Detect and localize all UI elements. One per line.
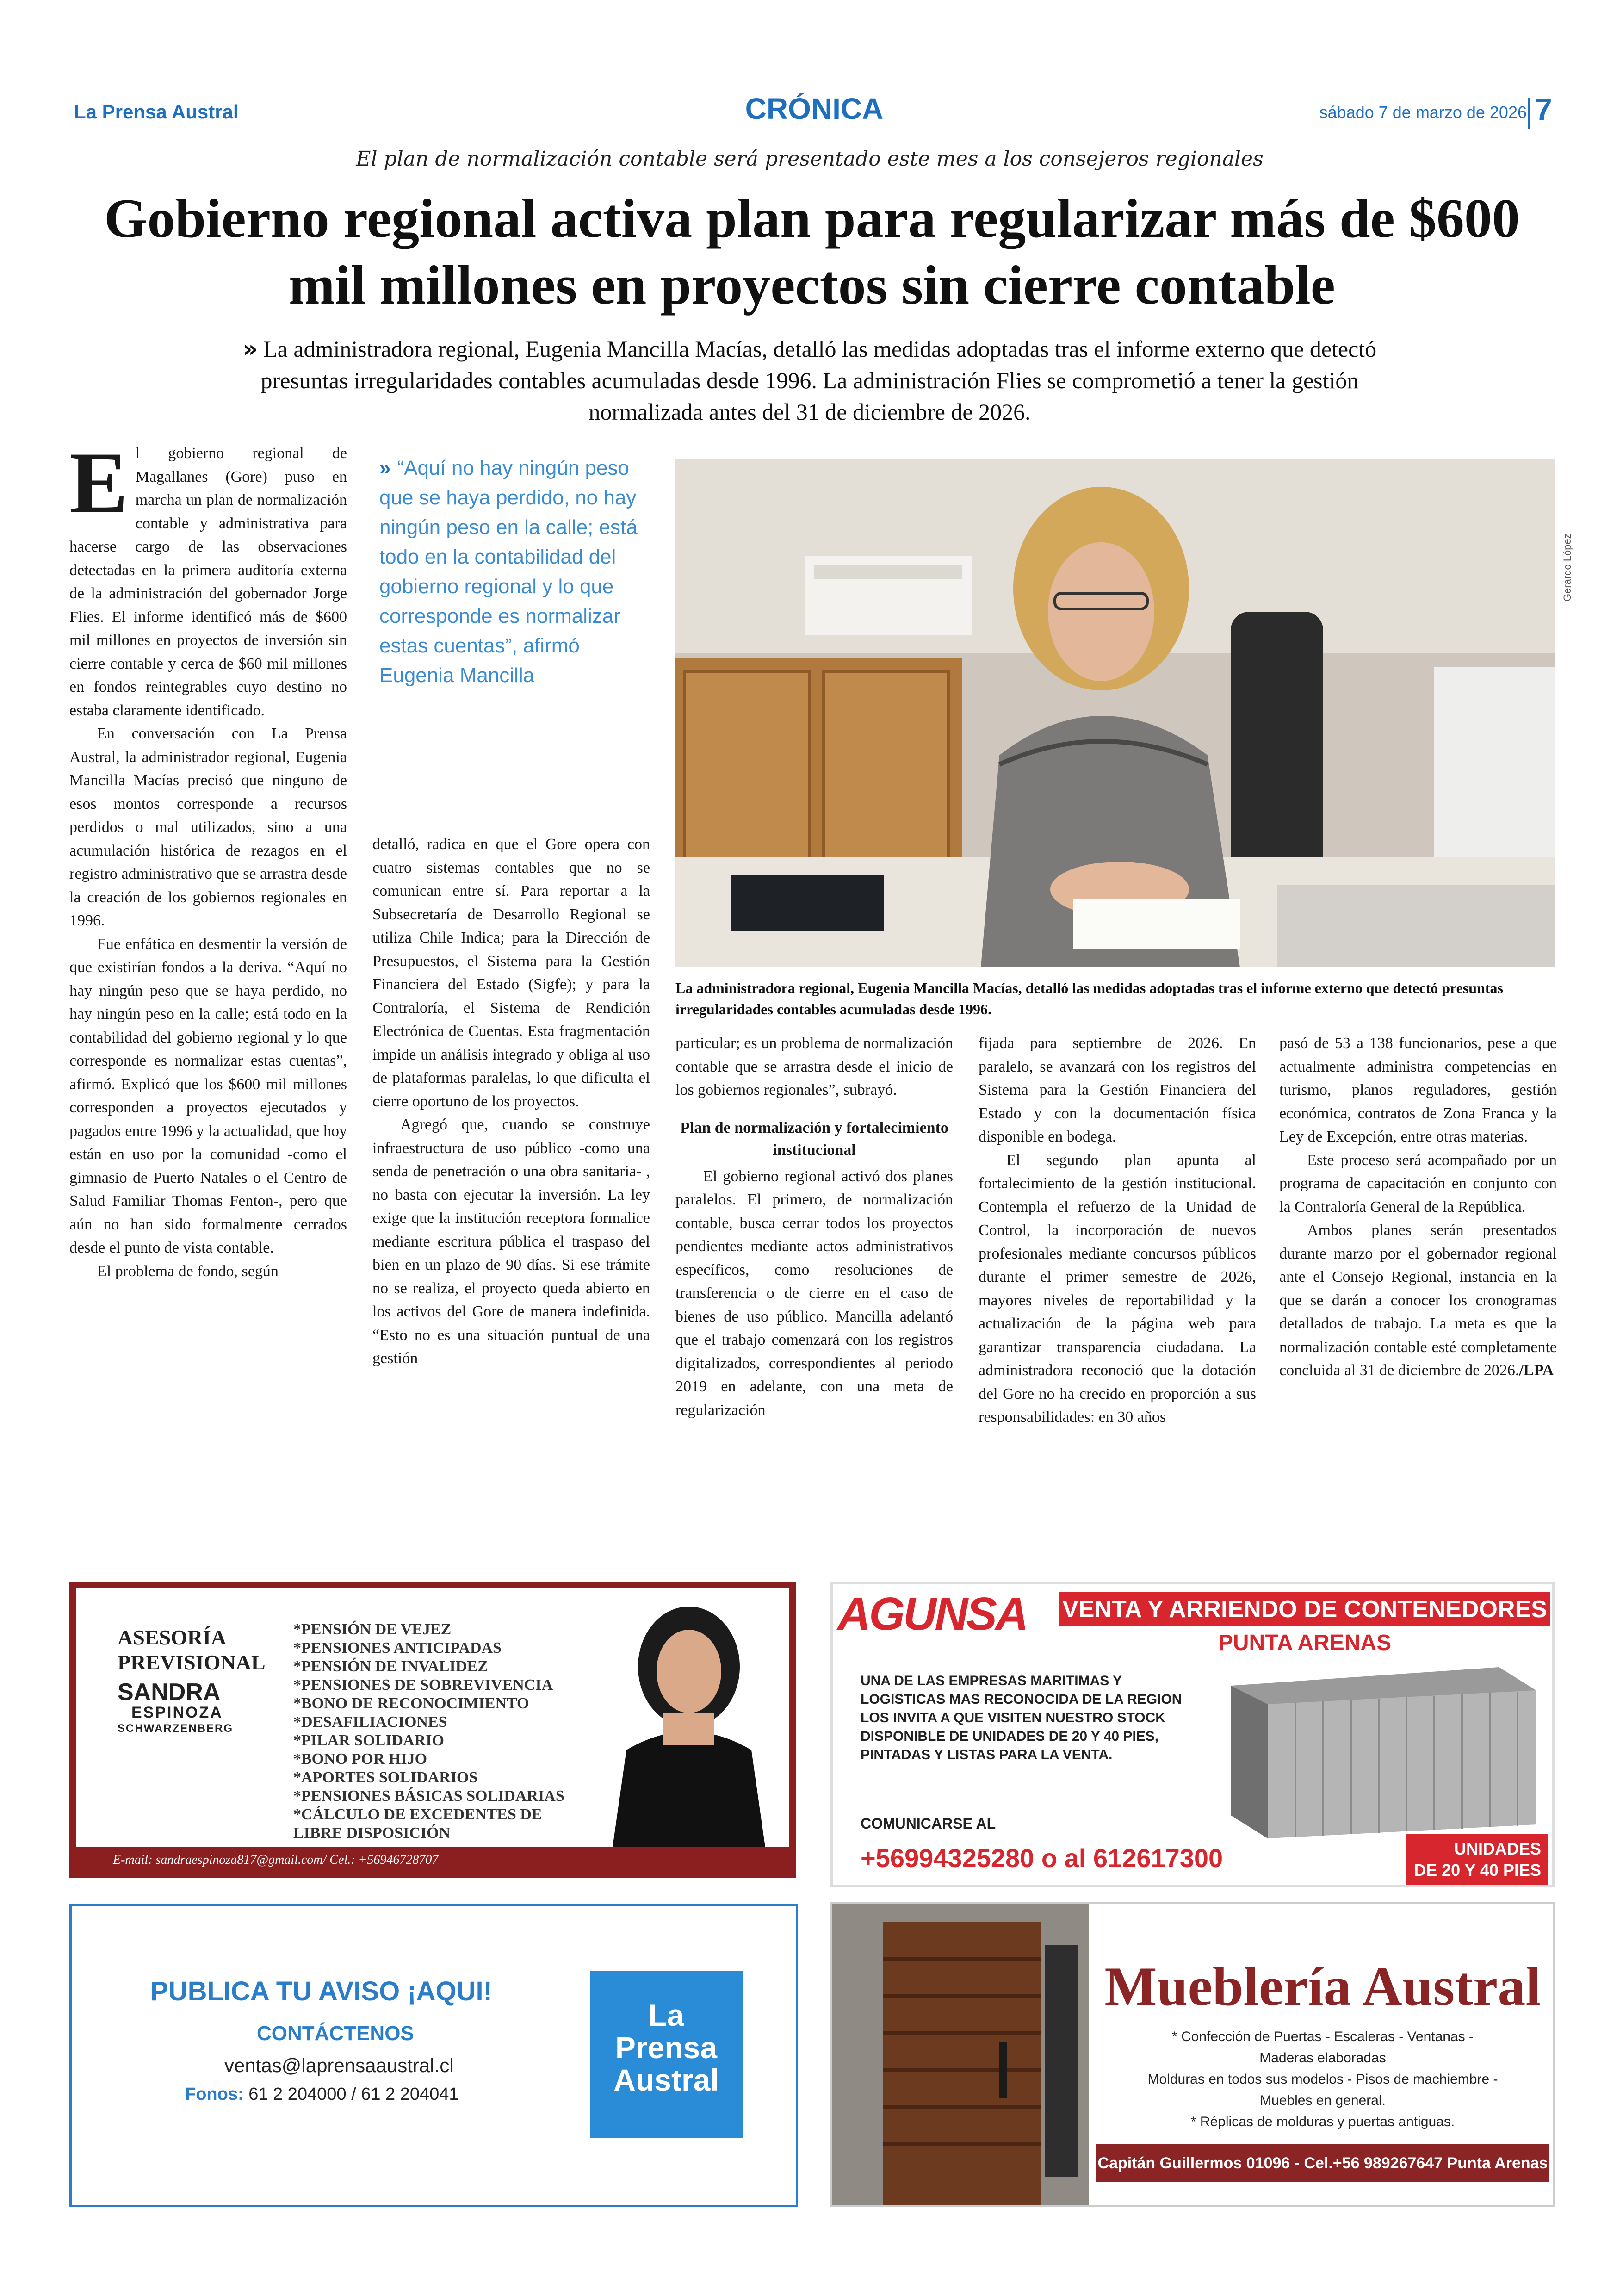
paragraph: El gobierno regional activó dos planes paralelos. El primero, de normalización contable, busca cerrar todos los proyectos pendientes mediante actos administrativos específicos, como resoluciones de transferencia o de cierre en el caso de bienes de uso público. Mancilla adelantó que el trabajo comenzará con los registros digitalizados, correspondientes al periodo 2019 en adelante, con una meta de regularización	[675, 1167, 953, 1419]
photo-caption: La administradora regional, Eugenia Mancilla Macías, detalló las medidas adoptadas tras el informe externo que detectó presuntas irregularidades contables acumuladas desde 1996.	[675, 980, 1503, 1018]
section-title: CRÓNICA	[745, 92, 884, 125]
service-item: *PENSIÓN DE INVALIDEZ	[293, 1658, 488, 1675]
agunsa-phones[interactable]: +56994325280 o al 612617300	[861, 1843, 1223, 1873]
article-column-3	[675, 1032, 953, 1422]
service-item: *BONO POR HIJO	[293, 1750, 427, 1768]
lead-paragraph: El gobierno regional de Magallanes (Gore) puso en marcha un plan de normalización contable y administrativa para hacerse cargo de las observaciones detectadas en la primera auditoría externa de la administración del gobernador Jorge Flies. El informe identificó más de $600 mil millones en proyectos de inversión sin cierre contable y cerca de $60 mil millones en fondos reintegrables cuyo destino no estaba claramente identificado.	[69, 434, 347, 719]
article-column-5	[1279, 1032, 1557, 1383]
deck-arrow-icon: »	[242, 335, 258, 362]
paragraph: El segundo plan apunta al fortalecimiento de la gestión institucional. Contempla el refuerzo de la Unidad de Control, la incorporación de nuevos profesionales mediante concursos públicos durante el primer semestre de 2026, mayores niveles de reportabilidad y la actualización de la página web para garantizar transparencia ciudadana. La administradora reconoció que la dotación del Gore no ha crecido en proporción a sus responsabilidades: en 30 años	[979, 1151, 1256, 1426]
drop-cap: E	[69, 434, 128, 532]
service-item: *PILAR SOLIDARIO	[293, 1732, 444, 1749]
service-item: *PENSIONES ANTICIPADAS	[293, 1639, 502, 1657]
article-column-2	[372, 833, 650, 1371]
ad-asesoria-title: ASESORÍA PREVISIONAL	[118, 1626, 266, 1674]
paragraph: pasó de 53 a 138 funcionarios, pese a que actualmente administra competencias en turismo, planos reguladores, gestión económica, contratos de Zona Franca y la Ley de Excepción, entre otras materias.	[1279, 1035, 1557, 1145]
publica-headline: PUBLICA TU AVISO ¡AQUI!	[150, 1976, 492, 2006]
service-item: *PENSIONES DE SOBREVIVENCIA	[293, 1676, 553, 1694]
header-divider	[1528, 98, 1530, 129]
ad-publica-tu-aviso[interactable]	[69, 1904, 798, 2207]
subheading: Plan de normalización y fortalecimiento institucional	[680, 1119, 948, 1159]
photo-credit: Gerardo López	[1561, 534, 1573, 602]
paragraph: En conversación con La Prensa Austral, la administrador regional, Eugenia Mancilla Macías precisó que ninguno de esos montos corresponde a recursos perdidos o mal utilizados, sino a una acumulación histórica de rezagos en el registro administrativo que se arrastra desde la creación de los gobiernos regionales en 1996.	[69, 725, 347, 929]
service-item: *BONO DE RECONOCIMIENTO	[293, 1695, 529, 1712]
paragraph: fijada para septiembre de 2026. En paralelo, se avanzará con los registros del Sistema para la Gestión Financiera del Estado y con la documentación física disponible en bodega.	[979, 1035, 1256, 1145]
la-prensa-austral-logo: La Prensa Austral	[590, 1971, 743, 2138]
paragraph: Ambos planes serán presentados durante marzo por el gobernador regional ante el Consejo Regional, instancia en la que se darán a conocer los cronogramas detallados de trabajo. La meta es que la normalización contable esté completamente concluida al 31 de diciembre de 2026./LPA	[1279, 1222, 1557, 1379]
service-item: *APORTES SOLIDARIOS	[293, 1769, 478, 1786]
issue-date: sábado 7 de marzo de 2026	[1319, 103, 1527, 122]
photo-illustration	[675, 459, 1555, 967]
muebleria-address: Capitán Guillermos 01096 - Cel.+56 989267647 Punta Arenas	[1096, 2144, 1549, 2182]
article-headline: Gobierno regional activa plan para regularizar más de $600 mil millones en proyectos sin cierre contable	[104, 187, 1520, 316]
article-photo	[675, 459, 1555, 967]
advisor-portrait	[594, 1597, 784, 1847]
muebleria-services: * Confección de Puertas - Escaleras - Ventanas - Maderas elaboradas Molduras en todos sus modelos - Pisos de machiembre - Muebles en general. * Réplicas de molduras y puertas antiguas.	[1147, 2029, 1498, 2129]
brand-name: La Prensa Austral	[74, 101, 239, 123]
page-number: 7	[1535, 92, 1552, 126]
ad-asesoria-previsional[interactable]	[69, 1582, 796, 1878]
ad-asesoria-surname-2: SCHWARZENBERG	[118, 1722, 234, 1735]
paragraph: particular; es un problema de normalización contable que se arrastra desde el inicio de los gobiernos regionales”, subrayó.	[675, 1035, 953, 1098]
publica-email[interactable]: ventas@laprensaaustral.cl	[224, 2054, 454, 2076]
agunsa-contact-label: COMUNICARSE AL	[861, 1815, 996, 1832]
quote-arrow-icon: »	[379, 457, 391, 479]
ad-asesoria-name: SANDRA	[118, 1679, 221, 1706]
agunsa-units-badge: UNIDADES DE 20 Y 40 PIES	[1406, 1834, 1548, 1885]
publica-phones: Fonos: 61 2 204000 / 61 2 204041	[185, 2085, 459, 2104]
service-item: *PENSIÓN DE VEJEZ	[293, 1621, 452, 1638]
service-item: *DESAFILIACIONES	[293, 1713, 447, 1731]
paragraph: Agregó que, cuando se construye infraestructura de uso público -como una senda de penetración o una obra sanitaria- , no basta con ejecutar la inversión. La ley exige que la institución receptora formalice mediante escritura pública el traspaso del bien en un plazo de 90 días. Si ese trámite no se realiza, el proyecto queda abierto en los activos del Gore de manera indefinida. “Esto no es una situación puntual de una gestión	[372, 1116, 650, 1367]
agunsa-city: PUNTA ARENAS	[1218, 1631, 1392, 1655]
article-column-1	[69, 434, 347, 1283]
ad-asesoria-services	[293, 1620, 589, 1843]
publica-contact-label: CONTÁCTENOS	[257, 2022, 414, 2045]
agunsa-description: UNA DE LAS EMPRESAS MARITIMAS Y LOGISTICAS MAS RECONOCIDA DE LA REGION LOS INVITA A QUE VISITEN NUESTRO STOCK DISPONIBLE DE UNIDADES DE 20 Y 40 PIES, PINTADAS Y LISTAS PARA LA VENTA.	[861, 1673, 1182, 1762]
container-icon	[1203, 1658, 1545, 1843]
paragraph: detalló, radica en que el Gore opera con cuatro sistemas contables que no se comunican entre sí. Para reportar a la Subsecretaría de Desarrollo Regional se utiliza Chile Indica; para la Dirección de Presupuestos, el Sistema para la Gestión Financiera del Estado (Sigfe); y para la Contraloría, el Sistema de Rendición Electrónica de Cuentas. Esta fragmentación impide un análisis integrado y obliga al uso de plataformas paralelas, lo que dificulta el cierre oportuno de los proyectos.	[372, 836, 650, 1110]
muebleria-name: Mueblería Austral	[1104, 1955, 1541, 2017]
ad-asesoria-surname: ESPINOZA	[131, 1704, 223, 1721]
ad-asesoria-body	[76, 1588, 789, 1847]
service-item: *PENSIONES BÁSICAS SOLIDARIAS	[293, 1787, 564, 1805]
ad-agunsa[interactable]	[830, 1582, 1555, 1887]
paragraph: El problema de fondo, según	[97, 1262, 279, 1280]
door-photo	[832, 1904, 1089, 2205]
pull-quote: » “Aquí no hay ningún peso que se haya perdido, no hay ningún peso en la calle; está todo en la contabilidad del gobierno regional y lo que corresponde es normalizar estas cuentas”, afirmó Eugenia Mancilla	[379, 457, 638, 687]
ad-asesoria-contact: E-mail: sandraespinoza817@gmail.com/ Cel.: +56946728707	[113, 1853, 439, 1867]
article-column-4	[979, 1032, 1256, 1429]
article-kicker: El plan de normalización contable será presentado este mes a los consejeros regionales	[356, 147, 1264, 171]
service-item: *CÁLCULO DE EXCEDENTES DE LIBRE DISPOSICIÓN	[293, 1806, 542, 1842]
agunsa-banner: VENTA Y ARRIENDO DE CONTENEDORES	[1059, 1592, 1550, 1626]
article-deck: » La administradora regional, Eugenia Mancilla Macías, detalló las medidas adoptadas tras el informe externo que detectó presuntas irregularidades contables acumuladas desde 1996. La administración Flies se comprometió a tener la gestión normalizada antes del 31 de diciembre de 2026.	[242, 335, 1377, 425]
paragraph: Este proceso será acompañado por un programa de capacitación en conjunto con la Contraloría General de la República.	[1279, 1151, 1557, 1216]
agunsa-logo: AGUNSA	[837, 1588, 1027, 1640]
signature: /LPA	[1519, 1362, 1554, 1379]
paragraph: Fue enfática en desmentir la versión de que existirían fondos a la deriva. “Aquí no hay ningún peso que se haya perdido, no hay ningún peso en la calle; está todo en la contabilidad del gobierno regional y lo que corresponde es normalizar estas cuentas”, afirmó. Explicó que los $600 mil millones corresponden a proyectos ejecutados y pagados entre 1996 y la actualidad, que hoy están en uso por la comunidad -como el gimnasio de Puerto Natales o el Centro de Salud Familiar Thomas Fenton-, pero que aún no han sido formalmente cerrados desde el punto de vista contable.	[69, 935, 347, 1256]
ad-muebleria-austral[interactable]	[830, 1902, 1555, 2207]
